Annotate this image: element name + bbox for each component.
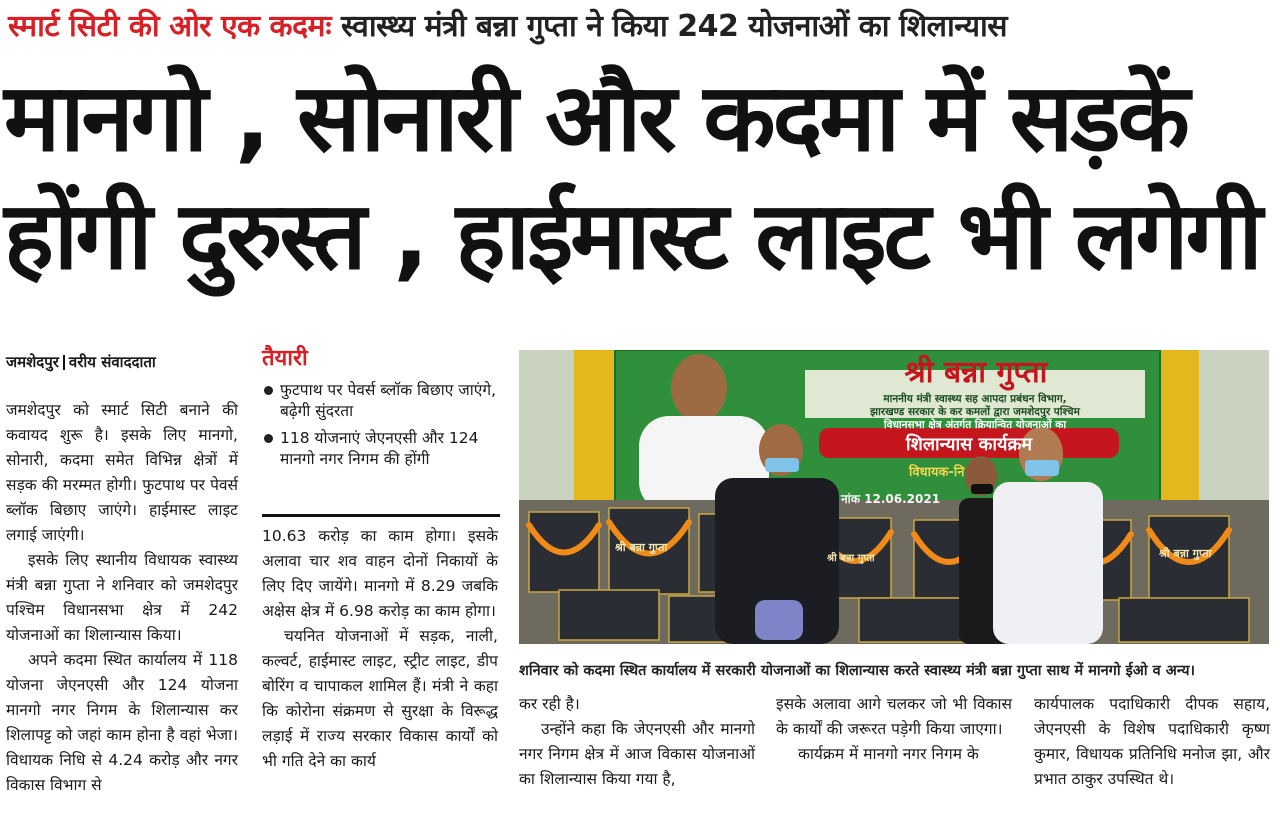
article-column-5 [1034, 692, 1270, 792]
divider [262, 514, 500, 517]
paragraph: 10.63 करोड़ का काम होगा। इसके अलावा चार शव वाहन दोनों निकायों के लिए दिए जायेंगे। मानगो में 8.29 जबकि अक्षेस क्षेत्र में 6.98 करोड़ का काम होगा। [262, 527, 498, 620]
preparation-heading: तैयारी [262, 346, 308, 371]
byline [6, 352, 156, 372]
article-column-2 [262, 524, 498, 774]
byline-separator [63, 355, 65, 370]
plaque-text: श्री बन्ना गुप्ता [827, 553, 875, 564]
article-column-1 [6, 398, 238, 798]
paragraph: इसके अलावा आगे चलकर जो भी विकास के कार्यों की जरूरत पड़ेगी किया जाएगा। [776, 695, 1012, 738]
article-column-3 [519, 692, 755, 792]
banner-date: नांक 12.06.2021 [841, 492, 941, 506]
paragraph: जमशेदपुर को स्मार्ट सिटी बनाने की कवायद शुरू है। इसके लिए मानगो, सोनारी, कदमा समेत विभिन्न क्षेत्रों में सड़क की मरम्मत होगी। फुटपाथ पर पेवर्स ब्लॉक बिछाए जाएंगे। हाईमास्ट लाइट लगाई जाएंगी। [6, 401, 238, 544]
banner-line-1: माननीय मंत्री स्वास्थ्य सह आपदा प्रबंधन विभाग, [883, 393, 1067, 405]
list-item: 118 योजनाएं जेएनएसी और 124 मानगो नगर निगम की होंगी [262, 428, 500, 470]
bullet-icon [264, 434, 273, 443]
news-photo [519, 350, 1269, 644]
preparation-box [262, 342, 500, 476]
headline [4, 60, 1276, 296]
bullet-icon [264, 386, 273, 395]
headline-line-2: होंगी दुरुस्त , हाईमास्ट लाइट भी लगेगी [4, 182, 1260, 291]
paragraph: चयनित योजनाओं में सड़क, नाली, कल्वर्ट, हाईमास्ट लाइट, स्ट्रीट लाइट, डीप बोरिंग व चापाकल शामिल हैं। मंत्री ने कहा कि कोरोना संक्रमण से सुरक्षा के विरूद्ध लड़ाई में राज्य सरकार विकास कार्यों को भी गति देने का कार्य [262, 627, 498, 770]
plaque-text: श्री बन्ना गुप्ता [615, 541, 668, 554]
kicker-text: स्वास्थ्य मंत्री बन्ना गुप्ता ने किया 242 योजनाओं का शिलान्यास [341, 9, 1008, 44]
byline-place: जमशेदपुर [6, 353, 59, 371]
list-item: फुटपाथ पर पेवर्स ब्लॉक बिछाए जाएंगे, बढ़ेगी सुंदरता [262, 380, 500, 422]
photo-caption: शनिवार को कदमा स्थित कार्यालय में सरकारी योजनाओं का शिलान्यास करते स्वास्थ्य मंत्री बन्ना गुप्ता साथ में मानगो ईओ व अन्य। [519, 663, 1196, 679]
banner-event: शिलान्यास कार्यक्रम [905, 434, 1033, 455]
headline-line-1: मानगो , सोनारी और कदमा में सड़कें [4, 64, 1187, 173]
paragraph: कार्यपालक पदाधिकारी दीपक सहाय, जेएनएसी के विशेष पदाधिकारी कृष्ण कुमार, विधायक प्रतिनिधि मनोज झा, और प्रभात ठाकुर उपस्थित थे। [1034, 695, 1270, 788]
paragraph: अपने कदमा स्थित कार्यालय में 118 योजना जेएनएसी और 124 योजना मानगो नगर निगम के शिलान्यास कर शिलापट्ट को जहां काम होना है वहां भेजा। विधायक निधि से 4.24 करोड़ और नगर विकास विभाग से [6, 651, 238, 794]
banner-line-3: विधानसभा क्षेत्र अंतर्गत क्रियान्वित योजनाओं का [883, 419, 1067, 431]
paragraph: इसके लिए स्थानीय विधायक स्वास्थ्य मंत्री बन्ना गुप्ता ने शनिवार को जमशेदपुर पश्चिम विधानसभा क्षेत्र में 242 योजनाओं का शिलान्यास किया। [6, 551, 238, 644]
banner-title: श्री बन्ना गुप्ता [904, 355, 1048, 390]
paragraph: उन्होंने कहा कि जेएनएसी और मानगो नगर निगम क्षेत्र में आज विकास योजनाओं का शिलान्यास किया गया है, [519, 720, 755, 788]
banner-sub: विधायक-नि [909, 465, 965, 480]
preparation-list [262, 380, 500, 470]
banner-line-2: झारखण्ड सरकार के कर कमलों द्वारा जमशेदपुर पश्चिम [870, 406, 1080, 418]
paragraph: कर रही है। [519, 695, 580, 713]
kicker-label: स्मार्ट सिटी की ओर एक कदमः [8, 9, 332, 44]
kicker-line [8, 4, 1273, 48]
byline-reporter: वरीय संवाददाता [68, 353, 156, 371]
article-column-4 [776, 692, 1012, 767]
plaque-text: श्री बन्ना गुप्ता [1159, 547, 1212, 560]
paragraph: कार्यक्रम में मानगो नगर निगम के [798, 745, 979, 763]
